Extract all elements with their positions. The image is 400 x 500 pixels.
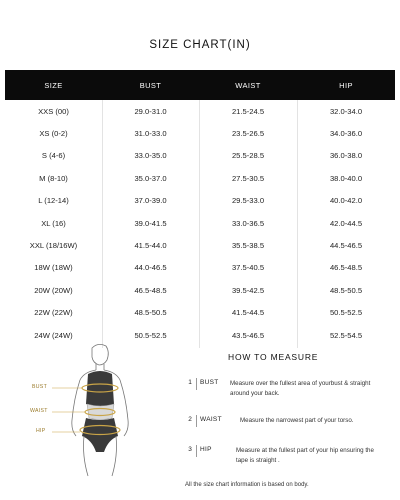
table-row bbox=[5, 167, 395, 189]
header-size: SIZE bbox=[44, 80, 63, 90]
table-row bbox=[5, 302, 395, 324]
cell-waist: 39.5-42.5 bbox=[231, 285, 265, 295]
cell-size: XXL (18/16W) bbox=[29, 241, 78, 251]
cell-bust: 35.0-37.0 bbox=[134, 173, 167, 183]
body-measurement-figure bbox=[30, 340, 180, 480]
cell-hip: 46.5-48.5 bbox=[329, 263, 363, 273]
cell-hip: 42.0-44.5 bbox=[329, 218, 363, 228]
table-header bbox=[5, 70, 395, 100]
cell-hip: 38.0-40.0 bbox=[329, 173, 363, 183]
step-number: 3 bbox=[188, 446, 192, 453]
step-divider bbox=[196, 445, 197, 457]
size-chart-footnote: All the size chart information is based on body. bbox=[185, 482, 309, 488]
cell-hip: 34.0-36.0 bbox=[329, 129, 363, 139]
step-name: HIP bbox=[200, 446, 212, 453]
cell-bust: 44.0-46.5 bbox=[134, 263, 167, 273]
column-divider bbox=[102, 100, 103, 348]
table-row bbox=[5, 190, 395, 212]
step-divider bbox=[196, 378, 197, 390]
cell-hip: 36.0-38.0 bbox=[329, 151, 363, 161]
cell-size: L (12-14) bbox=[38, 196, 69, 206]
step-divider bbox=[196, 415, 197, 427]
cell-bust: 33.0-35.0 bbox=[134, 151, 167, 161]
cell-hip: 48.5-50.5 bbox=[329, 285, 363, 295]
table-row bbox=[5, 234, 395, 256]
cell-hip: 32.0-34.0 bbox=[329, 106, 363, 116]
table-row bbox=[5, 257, 395, 279]
bust-label: BUST bbox=[32, 384, 48, 390]
header-hip: HIP bbox=[339, 80, 353, 90]
waist-label: WAIST bbox=[30, 408, 48, 414]
cell-bust: 41.5-44.0 bbox=[134, 241, 167, 251]
cell-bust: 29.0-31.0 bbox=[134, 106, 167, 116]
step-description: Measure the narrowest part of your torso. bbox=[240, 417, 354, 424]
step-name: BUST bbox=[200, 379, 219, 386]
table-body bbox=[5, 100, 395, 346]
cell-bust: 37.0-39.0 bbox=[134, 196, 167, 206]
cell-size: XXS (00) bbox=[38, 106, 69, 116]
hip-label: HIP bbox=[36, 428, 46, 434]
cell-bust: 50.5-52.5 bbox=[134, 330, 167, 340]
column-divider bbox=[199, 100, 200, 348]
cell-size: 24W (24W) bbox=[34, 330, 73, 340]
header-bust: BUST bbox=[139, 80, 162, 90]
table-row bbox=[5, 212, 395, 234]
page-title: SIZE CHART(IN) bbox=[149, 39, 251, 51]
cell-bust: 48.5-50.5 bbox=[134, 308, 167, 318]
cell-bust: 46.5-48.5 bbox=[134, 285, 167, 295]
cell-size: 22W (22W) bbox=[34, 308, 73, 318]
cell-waist: 21.5-24.5 bbox=[231, 106, 265, 116]
cell-waist: 43.5-46.5 bbox=[231, 330, 265, 340]
cell-size: 20W (20W) bbox=[34, 285, 73, 295]
cell-hip: 44.5-46.5 bbox=[329, 241, 363, 251]
cell-hip: 40.0-42.0 bbox=[329, 196, 363, 206]
step-description: Measure at the fullest part of your hip ensuring the tape is straight . bbox=[236, 447, 374, 464]
step-number: 2 bbox=[188, 416, 192, 423]
cell-waist: 35.5-38.5 bbox=[231, 241, 265, 251]
how-to-measure-heading: HOW TO MEASURE bbox=[228, 352, 319, 362]
cell-size: M (8-10) bbox=[39, 173, 68, 183]
table-row bbox=[5, 279, 395, 301]
cell-size: S (4-6) bbox=[41, 151, 66, 161]
cell-waist: 23.5-26.5 bbox=[231, 129, 265, 139]
cell-waist: 29.5-33.0 bbox=[231, 196, 265, 206]
column-divider bbox=[297, 100, 298, 348]
cell-waist: 33.0-36.5 bbox=[231, 218, 265, 228]
cell-hip: 50.5-52.5 bbox=[329, 308, 363, 318]
header-waist: WAIST bbox=[235, 80, 261, 90]
cell-bust: 31.0-33.0 bbox=[134, 129, 167, 139]
cell-waist: 41.5-44.5 bbox=[231, 308, 265, 318]
cell-waist: 37.5-40.5 bbox=[231, 263, 265, 273]
step-number: 1 bbox=[188, 379, 192, 386]
cell-waist: 25.5-28.5 bbox=[231, 151, 265, 161]
table-row bbox=[5, 122, 395, 144]
cell-size: XL (16) bbox=[41, 218, 66, 228]
size-chart-table bbox=[5, 70, 395, 346]
table-row bbox=[5, 145, 395, 167]
cell-hip: 52.5-54.5 bbox=[329, 330, 363, 340]
cell-size: XS (0-2) bbox=[39, 129, 68, 139]
table-row bbox=[5, 100, 395, 122]
cell-bust: 39.0-41.5 bbox=[134, 218, 167, 228]
step-description: Measure over the fullest area of yourbust & straight around your back. bbox=[230, 380, 371, 397]
cell-waist: 27.5-30.5 bbox=[231, 173, 265, 183]
cell-size: 18W (18W) bbox=[34, 263, 73, 273]
step-name: WAIST bbox=[200, 416, 222, 423]
body-silhouette-illustration bbox=[30, 340, 180, 480]
